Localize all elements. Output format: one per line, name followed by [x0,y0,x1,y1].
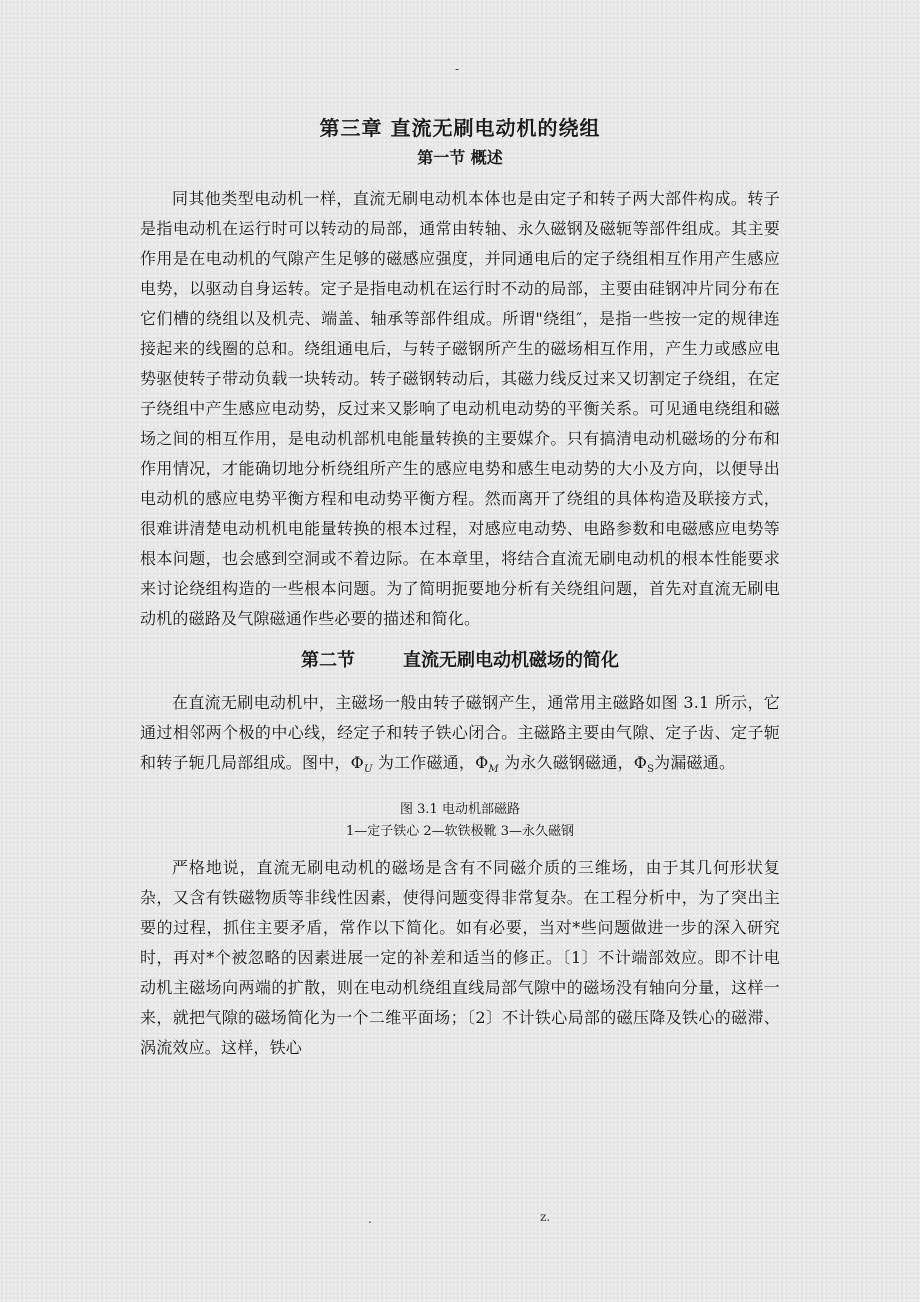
chapter-title: 第三章 直流无刷电动机的绕组 [319,116,601,140]
footer-left-mark: . [368,1212,372,1226]
para1-text-s: 为漏磁通。 [654,753,736,772]
figure-caption-title: 图 3.1 电动机部磁路 [400,802,520,818]
section2-paragraph-2: 严格地说，直流无刷电动机的磁场是含有不同磁介质的三维场，由于其几何形状复杂，又含有铁磁物质等非线性因素，使得问题变得非常复杂。在工程分析中，为了突出主要的过程，抓住主要矛盾，常作以下简化。如有必要，当对*些问题做进一步的深入研究时，再对*个被忽略的因素进展一定的补差和适当的修正。〔1〕不计端部效应。即不计电动机主磁场向两端的扩散，则在电动机绕组直线局部气隙中的磁场没有轴向分量，这样一来，就把气隙的磁场简化为一个二维平面场；〔2〕不计铁心局部的磁压降及铁心的磁滞、涡流效应。这样，铁心 [140,858,780,1058]
subscript-u: U [363,764,373,776]
para1-text-m: 为永久磁钢磁通， [498,753,634,772]
para1-text-before: 在直流无刷电动机中，主磁场一般由转子磁钢产生，通常用主磁路如图 3.1 所示，它通过相邻两个极的中心线，经定子和转子铁心闭合。主磁路主要由气隙、定子齿、定子轭和转子轭几局部组成。图中， [140,693,780,772]
para1-text-u: 为工作磁通， [372,753,476,772]
phi-symbol-u: Φ [350,753,364,772]
phi-symbol-m: Φ [475,753,489,772]
footer-right-mark: z. [540,1210,551,1224]
document-body [140,112,780,1063]
figure-caption-legend: 1—定子铁心 2—软铁极靴 3—永久磁钢 [345,824,575,840]
section2-title-number: 第二节 [301,650,355,671]
section1-paragraph: 同其他类型电动机一样，直流无刷电动机本体也是由定子和转子两大部件构成。转子是指电动机在运行时可以转动的局部，通常由转轴、永久磁钢及磁轭等部件组成。其主要作用是在电动机的气隙产生足够的磁感应强度，并同通电后的定子绕组相互作用产生感应电势，以驱动自身运转。定子是指电动机在运行时不动的局部，主要由硅钢冲片同分布在它们槽的绕组以及机壳、端盖、轴承等部件组成。所谓"绕组″，是指一些按一定的规律连接起来的线圈的总和。绕组通电后，与转子磁钢所产生的磁场相互作用，产生力或感应电势驱使转子带动负载一块转动。转子磁钢转动后，其磁力线反过来又切割定子绕组，在定子绕组中产生感应电动势，反过来又影响了电动机电动势的平衡关系。可见通电绕组和磁场之间的相互作用，是电动机部机电能量转换的主要媒介。只有搞清电动机磁场的分布和作用情况，才能确切地分析绕组所产生的感应电势和感生电动势的大小及方向，以便导出电动机的感应电势平衡方程和电动势平衡方程。然而离开了绕组的具体构造及联接方式，很难讲清楚电动机机电能量转换的根本过程，对感应电动势、电路参数和电磁感应电势等根本问题，也会感到空洞或不着边际。在本章里，将结合直流无刷电动机的根本性能要求来讨论绕组构造的一些根本问题。为了简明扼要地分析有关绕组问题，首先对直流无刷电动机的磁路及气隙磁通作些必要的描述和简化。 [140,189,780,628]
figure-caption [140,799,780,843]
section2-title [140,646,780,676]
subscript-s: S [647,764,655,776]
section2-paragraph-1 [140,688,780,785]
section2-title-text: 直流无刷电动机磁场的简化 [403,650,619,671]
header-mark: - [455,62,460,76]
phi-symbol-s: Φ [633,753,648,772]
subscript-m: M [488,764,499,776]
section1-title: 第一节 概述 [417,148,503,167]
